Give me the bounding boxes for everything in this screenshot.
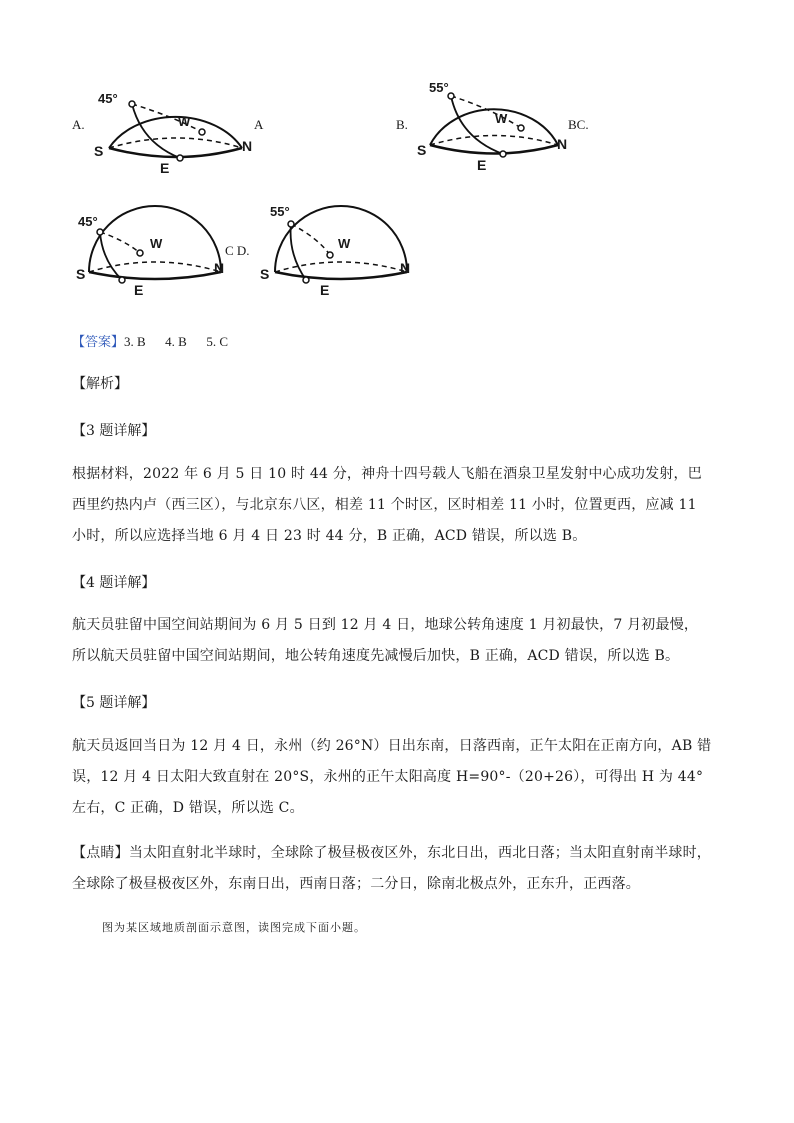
north-label: N <box>242 138 253 154</box>
west-label: W <box>495 111 508 126</box>
q3-heading: 【3 题详解】 <box>72 423 156 439</box>
north-label: N <box>557 136 568 152</box>
west-label: W <box>150 236 163 251</box>
q3-paragraph: 根据材料，2022 年 6 月 5 日 10 时 44 分，神舟十四号载人飞船在酒泉卫星发射中心成功发射，巴西里约热内卢（西三区），与北京东八区，相差 11 个时区，区时相差 11 小时，位置更西，应减 11 小时，所以应选择当地 6 月 4 日 23 时 44 分，B 正确，ACD 错误，所以选 B。 <box>72 466 702 544</box>
north-label: N <box>214 260 225 276</box>
option-a-right-label: A <box>254 117 264 132</box>
south-label: S <box>417 142 427 158</box>
north-label: N <box>400 260 411 276</box>
option-b-label: B. <box>396 117 408 132</box>
south-label: S <box>260 266 270 282</box>
tip-label: 【点睛】 <box>72 845 129 861</box>
analysis-heading: 【解析】 <box>72 376 128 392</box>
east-label: E <box>477 157 487 173</box>
tip-text: 当太阳直射北半球时，全球除了极昼极夜区外，东北日出，西北日落；当太阳直射南半球时，全球除了极昼极夜区外，东南日出，西南日落；二分日，除南北极点外，正东升，正西落。 <box>72 845 712 892</box>
answer-line <box>72 331 228 350</box>
option-a-label: A. <box>72 117 85 132</box>
angle-label: 45° <box>98 91 118 106</box>
q4-paragraph: 航天员驻留中国空间站期间为 6 月 5 日到 12 月 4 日，地球公转角速度 1 月初最快，7 月初最慢，所以航天员驻留中国空间站期间，地公转角速度先减慢后加快，B 正确，ACD 错误，所以选 B。 <box>72 617 699 664</box>
west-label: W <box>178 114 191 129</box>
option-c-diagram <box>72 200 232 298</box>
option-d-diagram <box>258 200 418 298</box>
option-c-right-label: C D. <box>225 243 250 258</box>
answer-items: 3. B 4. B 5. C <box>124 334 229 349</box>
next-question-intro: 图为某区域地质剖面示意图，读图完成下面小题。 <box>102 921 366 934</box>
option-b-diagram <box>415 80 575 175</box>
east-label: E <box>160 160 170 176</box>
angle-label: 55° <box>429 80 449 95</box>
tip-paragraph <box>72 838 712 900</box>
east-label: E <box>134 282 144 298</box>
option-a-diagram <box>92 88 262 178</box>
west-label: W <box>338 236 351 251</box>
south-label: S <box>94 143 104 159</box>
q4-heading: 【4 题详解】 <box>72 575 156 591</box>
answer-label: 【答案】 <box>72 334 125 349</box>
option-b-right-label: BC. <box>568 117 589 132</box>
east-label: E <box>320 282 330 298</box>
q5-paragraph: 航天员返回当日为 12 月 4 日，永州（约 26°N）日出东南，日落西南，正午太阳在正南方向，AB 错误，12 月 4 日太阳大致直射在 20°S，永州的正午太阳高度 H=90°-（20+26），可得出 H 为 44°左右，C 正确，D 错误，所以选 C。 <box>72 738 712 816</box>
angle-label: 45° <box>78 214 98 229</box>
angle-label: 55° <box>270 204 290 219</box>
q5-heading: 【5 题详解】 <box>72 695 156 711</box>
south-label: S <box>76 266 86 282</box>
